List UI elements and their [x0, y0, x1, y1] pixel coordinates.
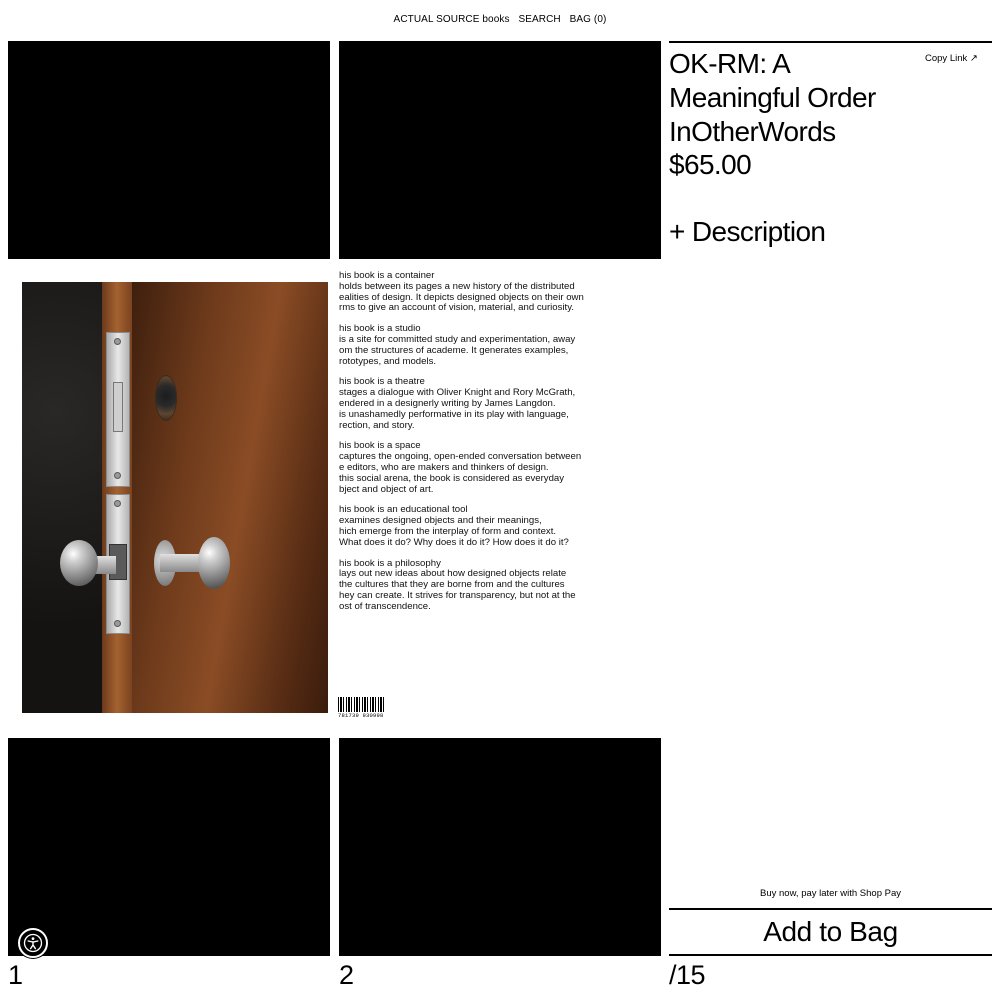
door-keyhole	[155, 375, 177, 421]
back-cover-line: this social arena, the book is considered as everyday	[339, 473, 565, 484]
back-cover-line: rms to give an account of vision, material, and curiosity.	[339, 303, 574, 314]
image-index-1: 1	[8, 960, 24, 990]
back-cover-text	[339, 271, 597, 623]
back-cover-line: hey can create. It strives for transparency, but not at the	[339, 590, 576, 601]
accessibility-button[interactable]	[18, 928, 48, 958]
image-count-total: /15	[669, 960, 706, 990]
back-cover-section	[339, 505, 597, 548]
nav-brand-link[interactable]: ACTUAL SOURCE books	[393, 14, 510, 25]
back-cover-line: ealities of design. It depicts designed objects on their own	[339, 292, 584, 303]
product-title	[669, 47, 919, 149]
back-cover-line: lays out new ideas about how designed objects relate	[339, 569, 567, 580]
back-cover-line: his book is a studio	[339, 324, 421, 335]
back-cover-line: is unashamedly performative in its play with language,	[339, 409, 569, 420]
back-cover-line: om the structures of academe. It generates examples,	[339, 345, 569, 356]
back-cover-line: his book is a theatre	[339, 377, 425, 388]
back-cover-line: hich emerge from the interplay of form and context.	[339, 526, 557, 537]
product-price: $65.00	[669, 149, 752, 180]
nav-bag-link[interactable]: BAG (0)	[569, 14, 607, 25]
product-title-line: Meaningful Order	[669, 82, 876, 113]
back-cover-section	[339, 559, 597, 613]
back-cover-line: his book is a container	[339, 271, 435, 281]
back-cover-line: ost of transcendence.	[339, 601, 431, 612]
back-cover-line: his book is a philosophy	[339, 558, 441, 569]
product-title-line: InOtherWords	[669, 116, 836, 147]
back-cover-section	[339, 441, 597, 495]
barcode-bars	[338, 697, 386, 712]
back-cover-line: the cultures that they are borne from and the cultures	[339, 580, 565, 591]
accessibility-icon	[23, 933, 43, 953]
divider	[669, 908, 992, 910]
gallery-image-1[interactable]	[8, 738, 330, 956]
divider	[669, 41, 992, 43]
book-cover-door-photo[interactable]	[22, 282, 328, 713]
back-cover-line: is a site for committed study and experimentation, away	[339, 334, 576, 345]
door-knob-left	[60, 540, 98, 586]
back-cover-line: stages a dialogue with Oliver Knight and Rory McGrath,	[339, 388, 576, 399]
gallery-image-placeholder[interactable]	[339, 41, 661, 259]
back-cover-line: rection, and story.	[339, 420, 415, 431]
add-to-bag-button[interactable]: Add to Bag	[669, 911, 992, 953]
door-latch	[113, 382, 123, 432]
nav-search-link[interactable]: SEARCH	[518, 14, 561, 25]
description-toggle[interactable]: + Description	[669, 216, 826, 247]
back-cover-section	[339, 271, 597, 314]
back-cover-line: e editors, who are makers and thinkers of design.	[339, 462, 549, 473]
back-cover-section	[339, 324, 597, 367]
barcode	[338, 697, 388, 719]
back-cover-line: What does it do? Why does it do it? How does it do it?	[339, 537, 569, 548]
shop-pay-link[interactable]: Buy now, pay later with Shop Pay	[760, 888, 901, 899]
product-title-line: OK-RM: A	[669, 48, 791, 79]
back-cover-line: bject and object of art.	[339, 484, 434, 495]
back-cover-line: holds between its pages a new history of the distributed	[339, 281, 575, 292]
copy-link-button[interactable]: Copy Link ↗	[925, 53, 978, 64]
back-cover-line: his book is an educational tool	[339, 505, 468, 516]
barcode-number: 781739 930998	[338, 712, 384, 719]
back-cover-line: his book is a space	[339, 441, 421, 452]
back-cover-line: examines designed objects and their meanings,	[339, 516, 542, 527]
gallery-image-2[interactable]	[339, 738, 661, 956]
back-cover-line: captures the ongoing, open-ended conversation between	[339, 452, 582, 463]
gallery-image-placeholder[interactable]	[8, 41, 330, 259]
top-nav	[0, 14, 1000, 25]
back-cover-line: endered in a designerly writing by James Langdon.	[339, 398, 556, 409]
image-index-2: 2	[339, 960, 355, 990]
back-cover-line: rototypes, and models.	[339, 356, 437, 367]
back-cover-section	[339, 377, 597, 431]
divider	[669, 954, 992, 956]
door-knob-right	[198, 537, 230, 589]
